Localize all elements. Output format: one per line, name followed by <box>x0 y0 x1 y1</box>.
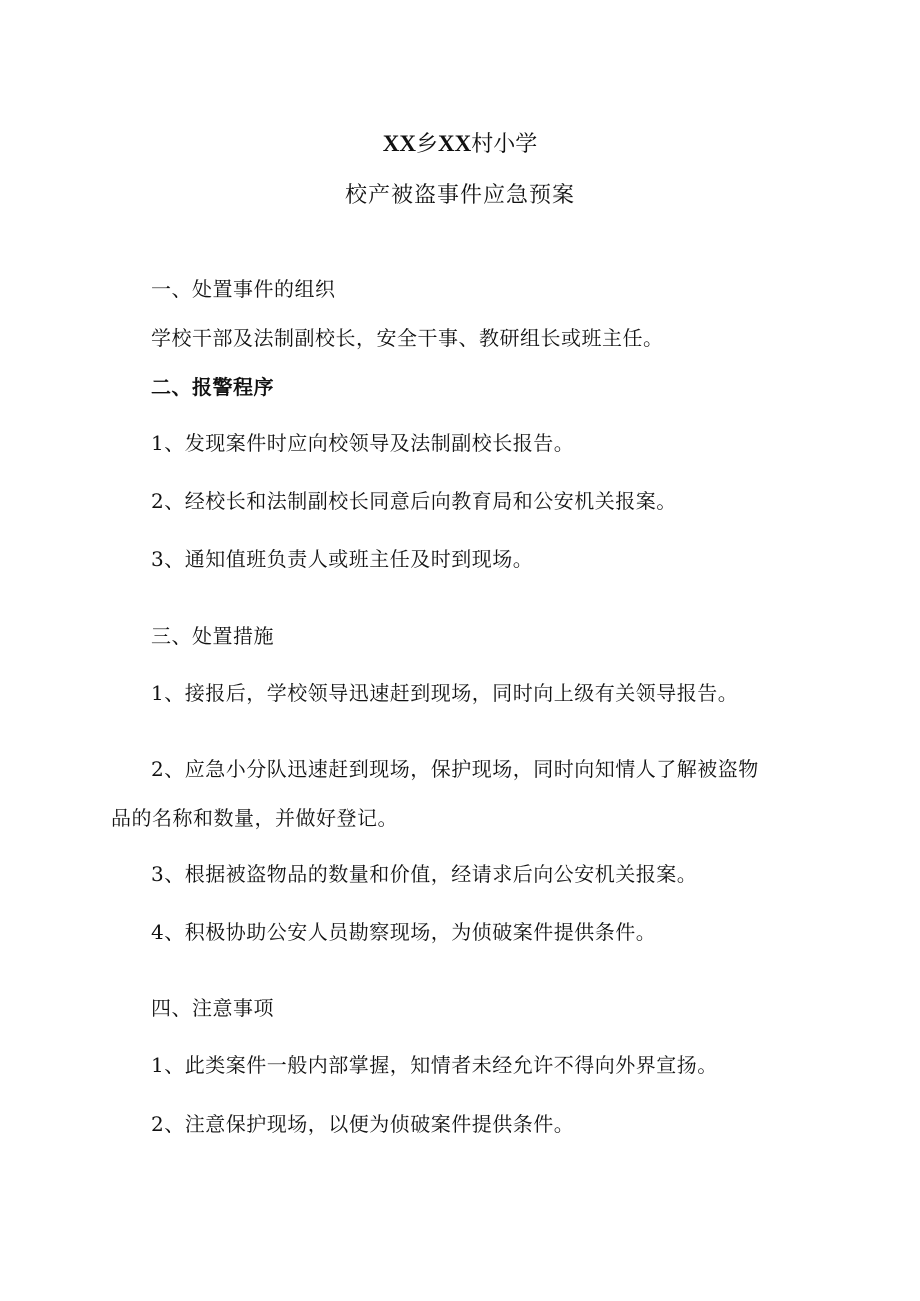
section-4-paragraph-1: 1、此类案件一般内部掌握，知情者未经允许不得向外界宣扬。 <box>151 1053 718 1077</box>
section-1-paragraph-1: 学校干部及法制副校长，安全干事、教研组长或班主任。 <box>151 326 664 350</box>
title-part-xiang: 乡 <box>415 132 438 157</box>
section-2-paragraph-3: 3、通知值班负责人或班主任及时到现场。 <box>151 547 534 571</box>
section-heading-3: 三、处置措施 <box>151 624 274 648</box>
section-3-paragraph-1: 1、接报后，学校领导迅速赶到现场，同时向上级有关领导报告。 <box>151 681 739 705</box>
document-title-line2: 校产被盗事件应急预案 <box>344 183 575 208</box>
section-3-paragraph-3: 3、根据被盗物品的数量和价值，经请求后向公安机关报案。 <box>151 862 698 886</box>
section-heading-1: 一、处置事件的组织 <box>151 277 336 301</box>
section-3-paragraph-4: 4、积极协助公安人员勘察现场，为侦破案件提供条件。 <box>151 920 657 944</box>
section-heading-4: 四、注意事项 <box>151 996 274 1020</box>
section-3-paragraph-2: 2、应急小分队迅速赶到现场，保护现场，同时向知情人了解被盗物 <box>151 757 759 781</box>
title-part-xx-1: XX <box>382 131 416 156</box>
section-3-paragraph-2-cont: 品的名称和数量，并做好登记。 <box>111 806 398 830</box>
section-2-paragraph-2: 2、经校长和法制副校长同意后向教育局和公安机关报案。 <box>151 489 677 513</box>
title-part-xx-2: XX <box>438 131 472 156</box>
section-2-paragraph-1: 1、发现案件时应向校领导及法制副校长报告。 <box>151 431 575 455</box>
section-4-paragraph-2: 2、注意保护现场，以便为侦破案件提供条件。 <box>151 1112 575 1136</box>
title-part-school: 村小学 <box>471 132 538 157</box>
section-heading-2: 二、报警程序 <box>151 375 274 399</box>
document-title-line1 <box>0 128 920 161</box>
